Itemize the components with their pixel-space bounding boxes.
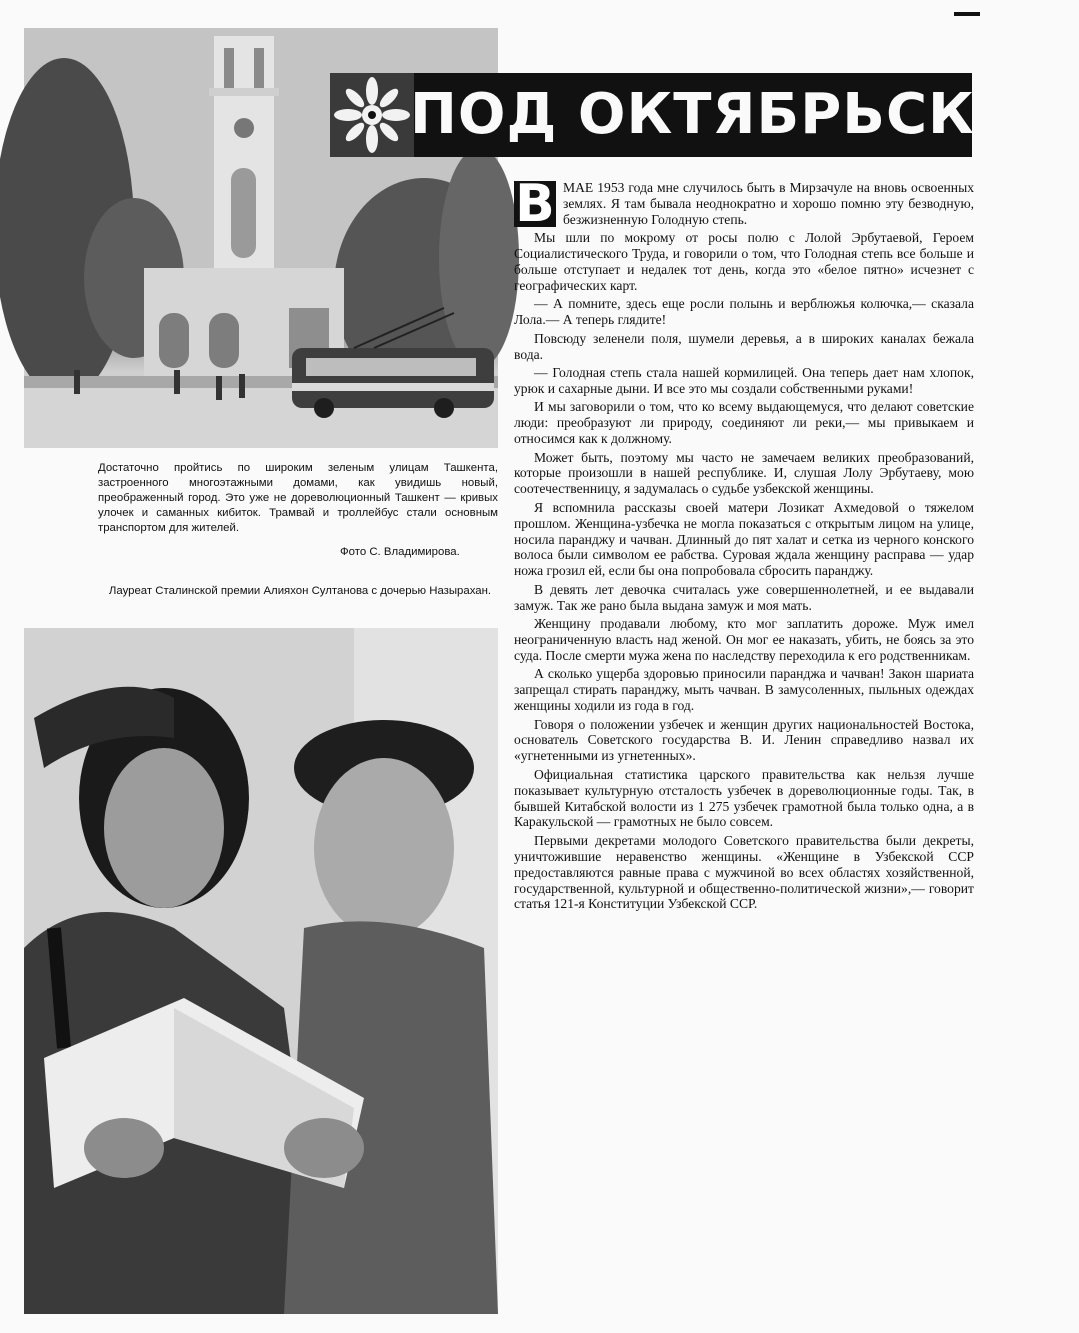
article-paragraph: Говоря о положении узбечек и женщин других национальностей Востока, основатель Советского государства В. И. Ленин справедливо назвал их «угнетенными из угнетенных». [514, 716, 974, 764]
flower-ornament-icon [330, 73, 414, 157]
article-paragraph: — А помните, здесь еще росли полынь и верблюжья колючка,— сказала Лола.— А теперь глядите! [514, 296, 974, 328]
drop-cap: В [515, 174, 555, 234]
article-paragraph: А сколько ущерба здоровью приносили паранджа и чачван! Закон шариата запрещал стирать паранджу, мыть чачван. В замусоленных, пыльных одеждах женщины ходили из года в год. [514, 666, 974, 714]
article-paragraph: — Голодная степь стала нашей кормилицей. Она теперь дает нам хлопок, урюк и сахарные дыни. И все это мы создали собственными руками! [514, 364, 974, 396]
article-title: ПОД ОКТЯБРЬСКИМ [410, 82, 1079, 147]
article-paragraph: Первыми декретами молодого Советского правительства были декреты, уничтожившие неравенство женщины. «Женщине в Узбекской ССР предоставляются равные права с мужчиной во всех областях хозяйственной, государственной, культурной и общественно-политической жизни»,— говорит статья 121-я Конституции Узбекской ССР. [514, 832, 974, 912]
mother-photo-drawing [24, 628, 498, 1314]
article-paragraph: В МАЕ 1953 года мне случилось быть в Мирзачуле на вновь освоенных землях. Я там бывала неоднократно и хорошо помню эту безводную, безжизненную Голодную степь. [515, 174, 974, 234]
article-paragraph: Может быть, поэтому мы часто не замечаем великих преобразований, которые произошли в нашей республике. И, слушая Лолу Эрбутаеву, мою соотечественницу, я задумалась о судьбе узбекской женщины. [514, 449, 974, 497]
mother-daughter-photo [24, 628, 498, 1314]
article-paragraph: Женщину продавали любому, кто мог заплатить дороже. Муж имел неограниченную власть над женой. Он мог ее наказать, убить, не боясь за это суда. После смерти мужа жена по наследству переходила к его родственникам. [514, 616, 974, 663]
page-corner-mark [954, 12, 980, 16]
article-paragraph: Повсюду зеленели поля, шумели деревья, а в широких каналах бежала вода. [514, 330, 974, 362]
tashkent-photo-caption: Достаточно пройтись по широким зеленым улицам Ташкента, застроенного многоэтажными домами, как увидишь новый, преображенный город. Это уже не дореволюционный Ташкент — кривых улочек и саманных кибиток. Трамвай и троллейбус стали основным транспортом для жителей. [98, 462, 498, 534]
article-paragraph: Я вспомнила рассказы своей матери Лозикат Ахмедовой о тяжелом прошлом. Женщина-узбечка не могла показаться с открытым лицом на улице, носила паранджу и чачван. Длинный до пят халат и сетка из черного конского волоса были символом ее рабства. Суровая ждала женщину расправа — удар ножа грозил ей, если бы она попробовала сбросить паранджу. [514, 499, 974, 579]
mother-photo-caption: Лауреат Сталинской премии Алияхон Султанова с дочерью Назырахан. [108, 585, 492, 597]
article-paragraph: Мы шли по мокрому от росы полю с Лолой Эрбутаевой, Героем Социалистического Труда, и говорили о том, что Голодная степь все больше и больше отступает и недалек тот день, когда это «белое пятно» исчезнет с географических карт. [514, 230, 974, 293]
article-paragraph: И мы заговорили о том, что ко всему выдающемуся, что делают советские люди: преобразуют ли природу, соединяют ли реки,— мы привыкаем и относимся как к должному. [514, 399, 974, 447]
photo-credit: Фото С. Владимирова. [340, 546, 460, 558]
article-paragraph: Официальная статистика царского правительства как нельзя лучше показывает культурную отсталость узбечек в дореволюционные годы. Так, в бывшей Китабской волости из 1 275 узбечек грамотной была только одна, а в Каракульской — грамотных не было совсем. [514, 766, 974, 830]
title-banner [330, 73, 1079, 157]
article-paragraph: В девять лет девочка считалась уже совершеннолетней, и ее выдавали замуж. Так же рано была выдана замуж и моя мать. [514, 581, 974, 613]
article-body [514, 174, 974, 915]
